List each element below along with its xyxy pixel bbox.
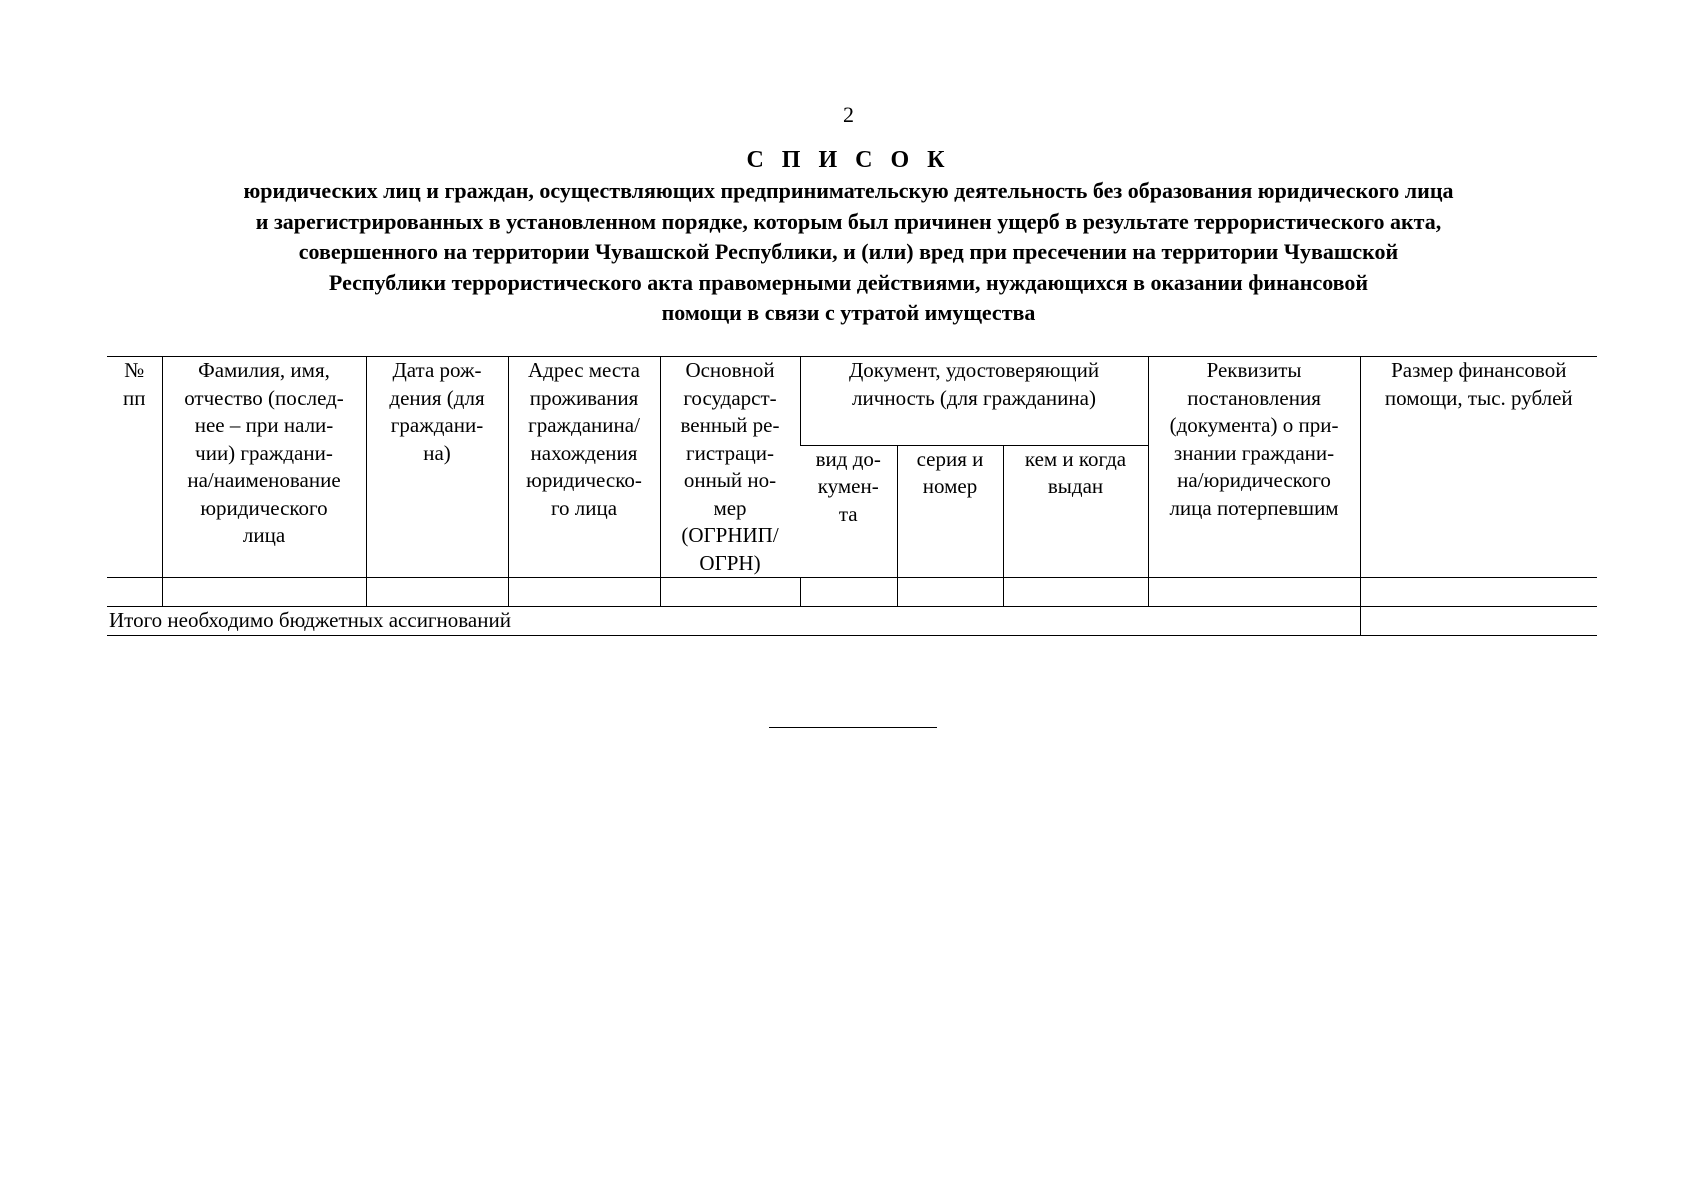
subtitle-line: помощи в связи с утратой имущества [661,300,1036,325]
header-ogrn: Основной государст- венный ре- гистраци- онный но- мер (ОГРНИП/ ОГРН) [660,357,800,578]
header-num: № пп [107,357,162,578]
document-title: С П И С О К [746,147,951,173]
page-number: 2 [843,102,854,127]
total-value-cell [1360,607,1597,636]
header-address: Адрес места проживания гражданина/ нахождения юридическо- го лица [508,357,660,578]
table-row [107,578,1597,607]
header-document-issued: кем и когда выдан [1003,445,1148,577]
table-cell [1360,578,1597,607]
table-cell [508,578,660,607]
end-rule [769,727,937,728]
table-cell [1148,578,1360,607]
header-document-series: серия и номер [897,445,1003,577]
subtitle-line: Республики террористического акта правомерными действиями, нуждающихся в оказании финансовой [328,269,1369,295]
header-identity-document: Документ, удостоверяющий личность (для гражданина) [800,357,1148,446]
table-cell [162,578,366,607]
header-resolution-details: Реквизиты постановления (документа) о при- знании граждани- на/юридического лица потерпевшим [1148,357,1360,578]
header-document-type: вид до- кумен- та [800,445,897,577]
table-cell [1003,578,1148,607]
table-cell [660,578,800,607]
table-header-row [107,357,1597,446]
header-aid-amount: Размер финансовой помощи, тыс. рублей [1360,357,1597,578]
header-name: Фамилия, имя, отчество (послед- нее – при нали- чии) граждани- на/наименование юридического лица [162,357,366,578]
table-cell [897,578,1003,607]
subtitle-line: совершенного на территории Чувашской Республики, и (или) вред при пресечении на территории Чувашской [298,239,1399,264]
victims-list-table [107,356,1597,636]
total-label: Итого необходимо бюджетных ассигнований [107,607,1360,636]
header-birth-date: Дата рож- дения (для граждани- на) [366,357,508,578]
total-row [107,607,1597,636]
subtitle-line: и зарегистрированных в установленном порядке, которым был причинен ущерб в результате террористического акта, [255,208,1442,234]
table-cell [800,578,897,607]
table-cell [107,578,162,607]
subtitle-line: юридических лиц и граждан, осуществляющих предпринимательскую деятельность без образования юридического лица [243,178,1454,203]
table-cell [366,578,508,607]
document-subtitle [100,176,1597,329]
